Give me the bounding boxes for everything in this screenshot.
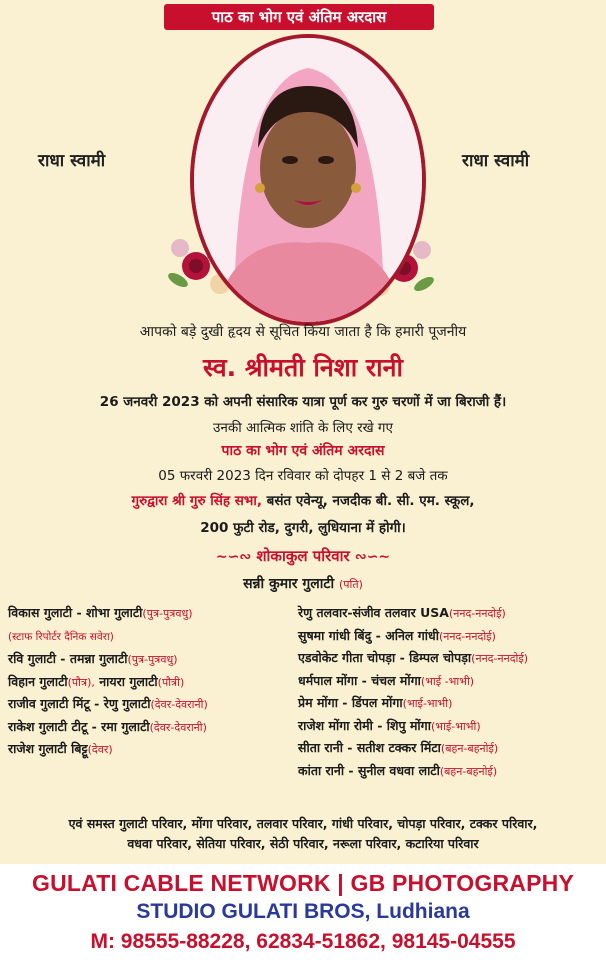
venue-name: गुरुद्वारा श्री गुरु सिंह सभा, bbox=[131, 493, 262, 509]
list-item: राकेश गुलाटी टीटू - रमा गुलाटी(देवर-देवरानी) bbox=[8, 718, 207, 734]
list-item: विहान गुलाटी(पौत्र), नायरा गुलाटी(पौत्री) bbox=[8, 673, 185, 689]
list-item: प्रेम मोंगा - डिंपल मोंगा(भाई-भाभी) bbox=[298, 695, 453, 710]
family-list-right bbox=[298, 602, 602, 782]
passing-statement: 26 जनवरी 2023 को अपनी संसारिक यात्रा पूर्ण कर गुरु चरणों में जा बिराजी हैं। bbox=[99, 394, 507, 410]
list-item: सीता रानी - सतीश टक्कर मिंटा(बहन-बहनोई) bbox=[298, 740, 499, 755]
peace-statement: उनकी आत्मिक शांति के लिए रखे गए bbox=[212, 420, 393, 436]
footer-phone-numbers: M: 98555-88228, 62834-51862, 98145-04555 bbox=[90, 930, 516, 953]
title-banner: पाठ का भोग एवं अंतिम अरदास bbox=[164, 4, 434, 30]
venue-address: बसंत एवेन्यू, नजदीक बी. सी. एम. स्कूल, bbox=[261, 493, 475, 509]
husband-entry bbox=[0, 574, 606, 593]
closing-line-1: एवं समस्त गुलाटी परिवार, मोंगा परिवार, तलवार परिवार, गांधी परिवार, चोपड़ा परिवार, टक्कर परिवार, bbox=[68, 816, 538, 831]
greeting-right: राधा स्वामी bbox=[462, 151, 530, 171]
list-item: (स्टाफ रिपोर्टर दैनिक सवेरा) bbox=[8, 630, 114, 643]
ceremony-venue bbox=[0, 491, 606, 509]
mourning-family-label: शोकाकुल परिवार bbox=[256, 547, 350, 565]
footer-studio: STUDIO GULATI BROS, Ludhiana bbox=[136, 900, 470, 923]
ceremony-date: 05 फरवरी 2023 दिन रविवार को दोपहर 1 से 2 बजे तक bbox=[158, 468, 448, 484]
mourning-family-heading bbox=[0, 546, 606, 566]
sponsor-footer bbox=[0, 864, 606, 960]
list-item: राजेश गुलाटी बिट्टू(देवर) bbox=[8, 741, 113, 756]
closing-families bbox=[0, 814, 606, 854]
venue-road: 200 फुटी रोड, दुगरी, लुधियाना में होगी। bbox=[200, 520, 406, 536]
ardas-heading: पाठ का भोग एवं अंतिम अरदास bbox=[221, 443, 385, 459]
portrait-image bbox=[194, 38, 422, 322]
closing-line-2: वधवा परिवार, सेतिया परिवार, सेठी परिवार, नरूला परिवार, कटारिया परिवार bbox=[127, 836, 479, 851]
deceased-name: स्व. श्रीमती निशा रानी bbox=[203, 353, 403, 382]
swirl-right-icon: ∾∽∼ bbox=[354, 549, 391, 565]
list-item: राजीव गुलाटी मिंटू - रेणु गुलाटी(देवर-देवरानी) bbox=[8, 696, 208, 711]
swirl-left-icon: ∼∽∾ bbox=[215, 549, 252, 565]
husband-relation: (पति) bbox=[338, 578, 363, 591]
footer-business-names: GULATI CABLE NETWORK | GB PHOTOGRAPHY bbox=[32, 870, 574, 896]
intro-text: आपको बड़े दुखी हृदय से सूचित किया जाता है कि हमारी पूजनीय bbox=[139, 324, 467, 340]
portrait-photo bbox=[190, 34, 426, 326]
list-item: विकास गुलाटी - शोभा गुलाटी(पुत्र-पुत्रवधु) bbox=[8, 605, 193, 620]
list-item: सुषमा गांधी बिंदु - अनिल गांधी(ननद-ननदोई) bbox=[298, 627, 496, 643]
list-item: रवि गुलाटी - तमन्ना गुलाटी(पुत्र-पुत्रवधु) bbox=[8, 651, 178, 666]
family-list-left bbox=[8, 602, 298, 761]
list-item: राजेश मोंगा रोमी - शिपु मोंगा(भाई-भाभी) bbox=[298, 717, 481, 733]
list-item: एडवोकेट गीता चोपड़ा - डिम्पल चोपड़ा(ननद-ननदोई) bbox=[298, 650, 529, 665]
list-item: रेणु तलवार-संजीव तलवार USA(ननद-ननदोई) bbox=[298, 605, 506, 620]
husband-name: सन्नी कुमार गुलाटी bbox=[243, 576, 335, 592]
list-item: कांता रानी - सुनील वधवा लाटी(बहन-बहनोई) bbox=[298, 762, 498, 778]
list-item: धर्मपाल मोंगा - चंचल मोंगा(भाई -भाभी) bbox=[298, 672, 475, 688]
greeting-left: राधा स्वामी bbox=[38, 151, 106, 171]
